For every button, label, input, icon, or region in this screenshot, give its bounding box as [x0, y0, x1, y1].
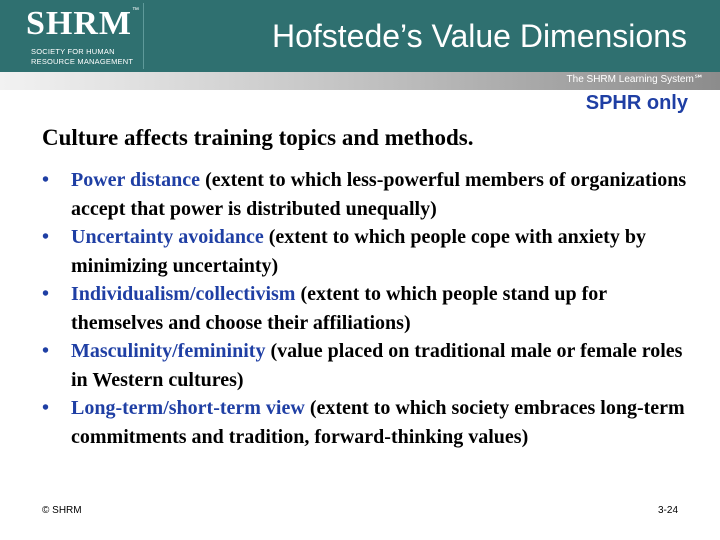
- copyright-footer: © SHRM: [42, 505, 82, 516]
- logo-subtitle-line-2: RESOURCE MANAGEMENT: [31, 57, 134, 66]
- tagline-bar: [0, 72, 720, 90]
- shrm-logo: [4, 3, 144, 69]
- tagline: The SHRM Learning System℠: [566, 74, 704, 85]
- dimension-description: (value placed on traditional male or female roles in Western cultures): [71, 340, 683, 391]
- page-number: 3-24: [657, 505, 678, 516]
- logo-mark: SHRM: [26, 5, 132, 42]
- list-item: [42, 166, 692, 223]
- bullet-marker: •: [42, 397, 50, 419]
- list-item: [42, 280, 692, 337]
- list-item: [42, 223, 692, 280]
- bullet-marker: •: [42, 283, 50, 305]
- logo-trademark: ™: [132, 7, 139, 14]
- bullet-marker: •: [42, 340, 50, 362]
- dimension-description: (extent to which less-powerful members of organizations accept that power is distributed unequally): [71, 169, 687, 220]
- sphr-only-badge: SPHR only: [585, 92, 688, 114]
- bullet-marker: •: [42, 169, 50, 191]
- dimension-term: Individualism/collectivism: [71, 283, 296, 305]
- dimension-description: (extent to which society embraces long-term commitments and tradition, forward-thinking values): [71, 397, 685, 448]
- dimension-list: [42, 166, 692, 451]
- dimension-description: (extent to which people cope with anxiety by minimizing uncertainty): [71, 226, 646, 277]
- bullet-marker: •: [42, 226, 50, 248]
- logo-subtitle-line-1: SOCIETY FOR HUMAN: [31, 47, 115, 56]
- slide-title: Hofstede’s Value Dimensions: [271, 17, 687, 54]
- slide-header: [0, 0, 720, 72]
- dimension-term: Power distance: [71, 169, 201, 191]
- dimension-description: (extent to which people stand up for themselves and choose their affiliations): [71, 283, 607, 334]
- dimension-term: Uncertainty avoidance: [71, 226, 264, 248]
- dimension-term: Masculinity/femininity: [71, 340, 266, 362]
- list-item: [42, 337, 692, 394]
- dimension-term: Long-term/short-term view: [71, 397, 305, 419]
- list-item: [42, 394, 692, 451]
- lead-statement: Culture affects training topics and methods.: [42, 125, 474, 150]
